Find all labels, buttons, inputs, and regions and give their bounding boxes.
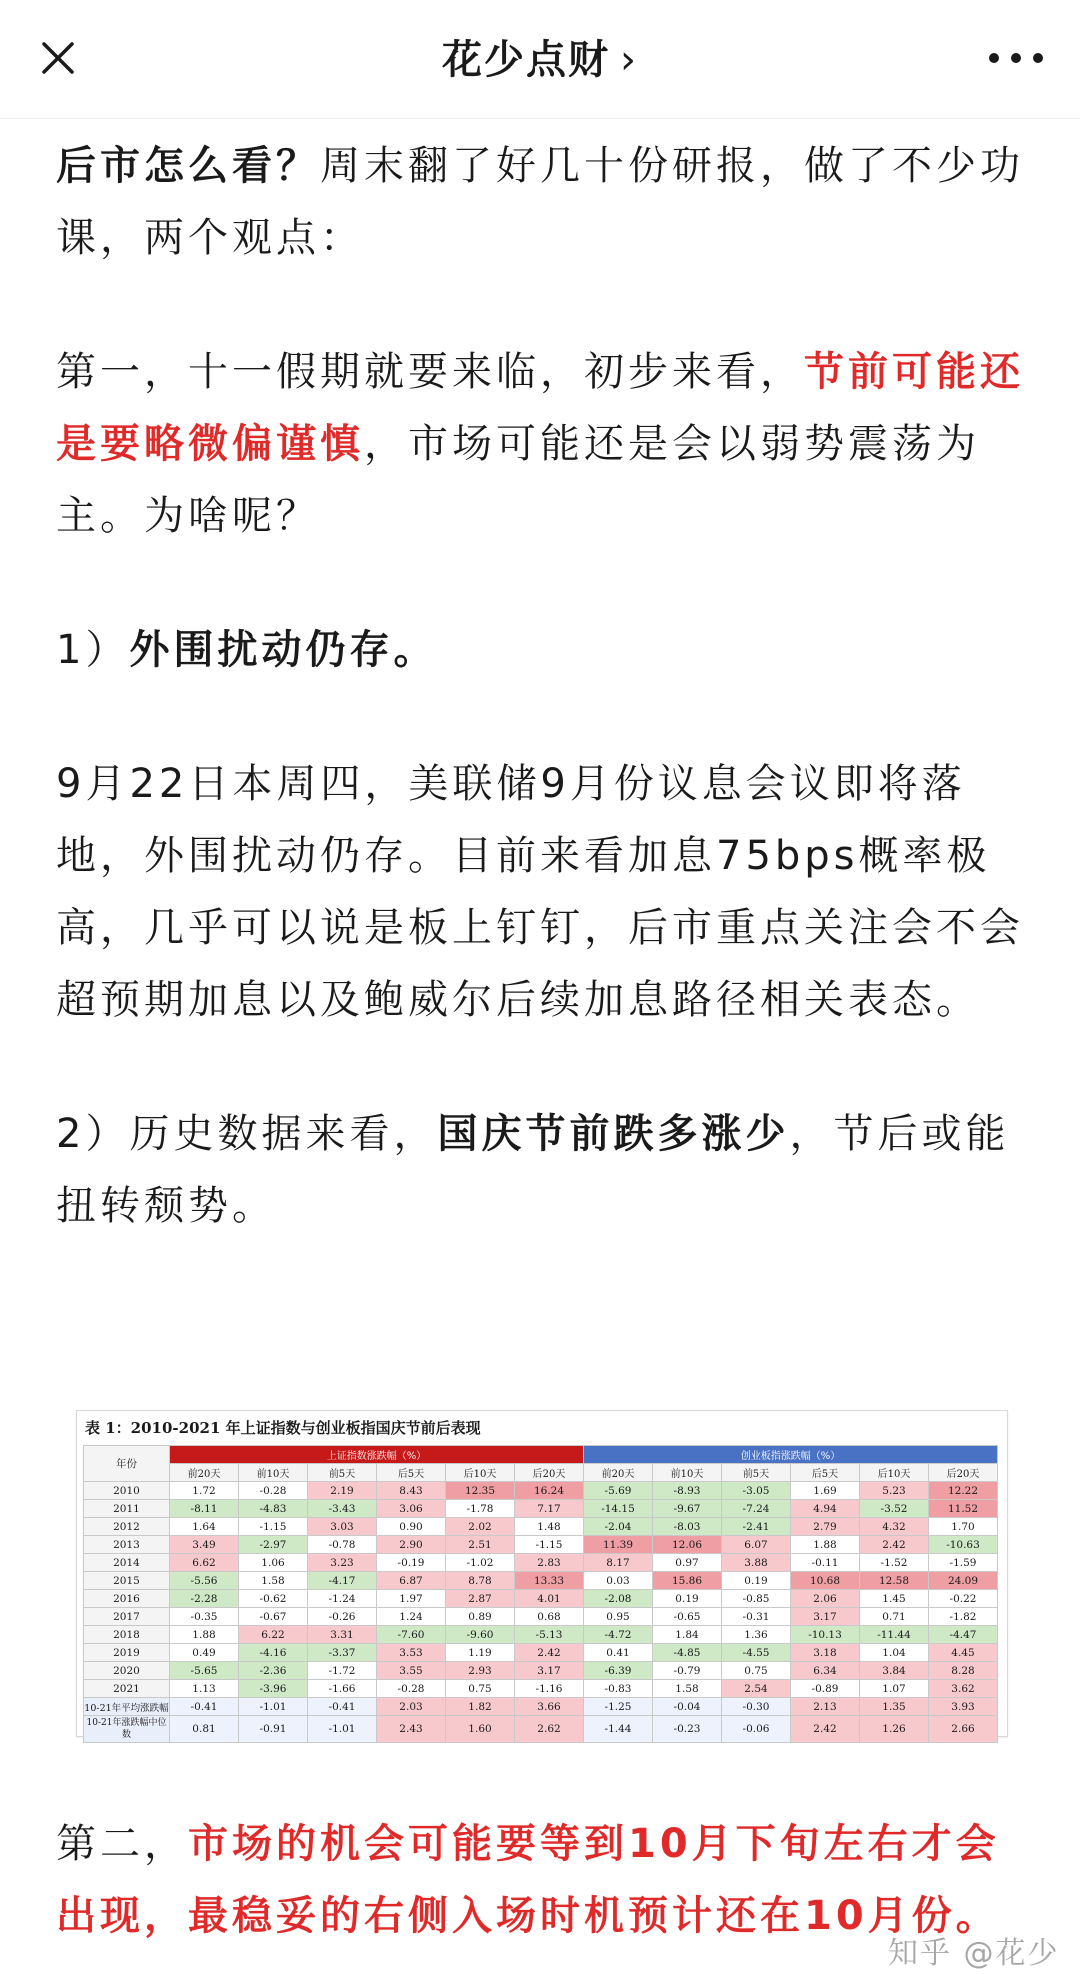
more-dots-icon xyxy=(986,51,1046,65)
value-cell: -1.66 xyxy=(308,1680,377,1698)
value-cell: 0.75 xyxy=(722,1662,791,1680)
year-cell: 2011 xyxy=(84,1500,170,1518)
value-cell: 2.51 xyxy=(446,1536,515,1554)
value-cell: 3.49 xyxy=(170,1536,239,1554)
p2-highlight: 节前可能还是要略微偏谨慎 xyxy=(56,349,1024,467)
year-cell: 2021 xyxy=(84,1680,170,1698)
summary-cell: 2.43 xyxy=(377,1716,446,1743)
summary-cell: 2.62 xyxy=(515,1716,584,1743)
value-cell: 3.88 xyxy=(722,1554,791,1572)
value-cell: -1.59 xyxy=(929,1554,998,1572)
value-cell: -0.22 xyxy=(929,1590,998,1608)
value-cell: -0.26 xyxy=(308,1608,377,1626)
p5-text-a: 2）历史数据来看， xyxy=(56,1111,438,1157)
value-cell: 0.49 xyxy=(170,1644,239,1662)
p3-num: 1） xyxy=(56,627,130,673)
column-header: 前5天 xyxy=(308,1464,377,1482)
value-cell: 1.07 xyxy=(860,1680,929,1698)
watermark: 知乎 @花少 xyxy=(888,1936,1060,1971)
value-cell: 0.75 xyxy=(446,1680,515,1698)
value-cell: -4.47 xyxy=(929,1626,998,1644)
value-cell: 0.68 xyxy=(515,1608,584,1626)
table-row xyxy=(84,1644,998,1662)
value-cell: -1.72 xyxy=(308,1662,377,1680)
summary-label: 10-21年平均涨跌幅 xyxy=(84,1698,170,1716)
table-row xyxy=(84,1572,998,1590)
value-cell: -9.60 xyxy=(446,1626,515,1644)
data-table-image[interactable] xyxy=(76,1410,1008,1740)
value-cell: 2.87 xyxy=(446,1590,515,1608)
value-cell: 0.89 xyxy=(446,1608,515,1626)
value-cell: -1.78 xyxy=(446,1500,515,1518)
table-row xyxy=(84,1518,998,1536)
value-cell: 2.54 xyxy=(722,1680,791,1698)
summary-cell: -1.01 xyxy=(239,1698,308,1716)
value-cell: -0.89 xyxy=(791,1680,860,1698)
value-cell: 1.97 xyxy=(377,1590,446,1608)
value-cell: 0.97 xyxy=(653,1554,722,1572)
value-cell: 4.94 xyxy=(791,1500,860,1518)
value-cell: 24.09 xyxy=(929,1572,998,1590)
value-cell: 11.52 xyxy=(929,1500,998,1518)
chevron-right-icon: › xyxy=(620,37,638,83)
value-cell: -4.85 xyxy=(653,1644,722,1662)
year-cell: 2015 xyxy=(84,1572,170,1590)
table-row xyxy=(84,1536,998,1554)
value-cell: 1.70 xyxy=(929,1518,998,1536)
value-cell: -2.08 xyxy=(584,1590,653,1608)
value-cell: 11.39 xyxy=(584,1536,653,1554)
value-cell: 4.32 xyxy=(860,1518,929,1536)
table-row xyxy=(84,1554,998,1572)
table-row xyxy=(84,1626,998,1644)
value-cell: 2.42 xyxy=(515,1644,584,1662)
summary-row xyxy=(84,1698,998,1716)
value-cell: 8.43 xyxy=(377,1482,446,1500)
column-header: 后20天 xyxy=(515,1464,584,1482)
value-cell: -1.15 xyxy=(239,1518,308,1536)
chinext-group-header: 创业板指涨跌幅（%） xyxy=(584,1446,998,1464)
value-cell: -10.13 xyxy=(791,1626,860,1644)
value-cell: 2.83 xyxy=(515,1554,584,1572)
value-cell: 2.90 xyxy=(377,1536,446,1554)
value-cell: 1.04 xyxy=(860,1644,929,1662)
value-cell: 15.86 xyxy=(653,1572,722,1590)
value-cell: 6.22 xyxy=(239,1626,308,1644)
value-cell: 2.06 xyxy=(791,1590,860,1608)
year-cell: 2014 xyxy=(84,1554,170,1572)
summary-cell: -0.30 xyxy=(722,1698,791,1716)
paragraph-3 xyxy=(56,614,1026,686)
value-cell: -10.63 xyxy=(929,1536,998,1554)
value-cell: 3.62 xyxy=(929,1680,998,1698)
summary-cell: 1.60 xyxy=(446,1716,515,1743)
summary-cell: 3.93 xyxy=(929,1698,998,1716)
table-row xyxy=(84,1680,998,1698)
value-cell: 1.19 xyxy=(446,1644,515,1662)
summary-cell: 2.66 xyxy=(929,1716,998,1743)
value-cell: 4.45 xyxy=(929,1644,998,1662)
value-cell: -11.44 xyxy=(860,1626,929,1644)
value-cell: -0.35 xyxy=(170,1608,239,1626)
value-cell: -8.11 xyxy=(170,1500,239,1518)
value-cell: 6.62 xyxy=(170,1554,239,1572)
value-cell: 3.06 xyxy=(377,1500,446,1518)
paragraph-4: 9月22日本周四，美联储9月份议息会议即将落地，外围扰动仍存。目前来看加息75bps概率极高，几乎可以说是板上钉钉，后市重点关注会不会超预期加息以及鲍威尔后续加息路径相关表态。 xyxy=(56,761,1024,1023)
summary-cell: -0.41 xyxy=(308,1698,377,1716)
table-row xyxy=(84,1662,998,1680)
p1-text: 周末翻了好几十份研报，做了不少功课，两个观点： xyxy=(56,143,1024,261)
value-cell: 8.28 xyxy=(929,1662,998,1680)
summary-cell: 1.82 xyxy=(446,1698,515,1716)
p6-text-a: 第二， xyxy=(56,1821,188,1867)
summary-cell: 2.13 xyxy=(791,1698,860,1716)
summary-row xyxy=(84,1716,998,1743)
value-cell: -3.37 xyxy=(308,1644,377,1662)
value-cell: 3.23 xyxy=(308,1554,377,1572)
value-cell: -1.52 xyxy=(860,1554,929,1572)
value-cell: -5.65 xyxy=(170,1662,239,1680)
value-cell: 1.36 xyxy=(722,1626,791,1644)
year-header: 年份 xyxy=(84,1446,170,1482)
summary-cell: -1.01 xyxy=(308,1716,377,1743)
value-cell: 1.88 xyxy=(791,1536,860,1554)
value-cell: -0.65 xyxy=(653,1608,722,1626)
value-cell: 2.19 xyxy=(308,1482,377,1500)
value-cell: 8.17 xyxy=(584,1554,653,1572)
value-cell: -3.96 xyxy=(239,1680,308,1698)
value-cell: -0.67 xyxy=(239,1608,308,1626)
value-cell: 1.72 xyxy=(170,1482,239,1500)
value-cell: 3.55 xyxy=(377,1662,446,1680)
summary-cell: 3.66 xyxy=(515,1698,584,1716)
column-header: 前20天 xyxy=(170,1464,239,1482)
p2-text-a: 第一，十一假期就要来临，初步来看， xyxy=(56,349,804,395)
value-cell: 8.78 xyxy=(446,1572,515,1590)
summary-cell: 2.03 xyxy=(377,1698,446,1716)
value-cell: 4.01 xyxy=(515,1590,584,1608)
summary-cell: 1.35 xyxy=(860,1698,929,1716)
value-cell: 0.95 xyxy=(584,1608,653,1626)
value-cell: 2.02 xyxy=(446,1518,515,1536)
value-cell: -3.52 xyxy=(860,1500,929,1518)
value-cell: -0.19 xyxy=(377,1554,446,1572)
value-cell: -4.72 xyxy=(584,1626,653,1644)
value-cell: 1.24 xyxy=(377,1608,446,1626)
value-cell: 0.90 xyxy=(377,1518,446,1536)
summary-cell: 0.81 xyxy=(170,1716,239,1743)
value-cell: 0.19 xyxy=(722,1572,791,1590)
value-cell: 7.17 xyxy=(515,1500,584,1518)
value-cell: 13.33 xyxy=(515,1572,584,1590)
summary-cell: -0.41 xyxy=(170,1698,239,1716)
value-cell: 1.58 xyxy=(653,1680,722,1698)
value-cell: -0.28 xyxy=(239,1482,308,1500)
value-cell: -7.24 xyxy=(722,1500,791,1518)
value-cell: -0.83 xyxy=(584,1680,653,1698)
value-cell: -2.97 xyxy=(239,1536,308,1554)
column-header: 前5天 xyxy=(722,1464,791,1482)
year-cell: 2012 xyxy=(84,1518,170,1536)
value-cell: -2.28 xyxy=(170,1590,239,1608)
value-cell: -1.02 xyxy=(446,1554,515,1572)
year-cell: 2019 xyxy=(84,1644,170,1662)
column-header: 后20天 xyxy=(929,1464,998,1482)
value-cell: 12.35 xyxy=(446,1482,515,1500)
value-cell: 12.06 xyxy=(653,1536,722,1554)
value-cell: -6.39 xyxy=(584,1662,653,1680)
value-cell: -0.85 xyxy=(722,1590,791,1608)
value-cell: 16.24 xyxy=(515,1482,584,1500)
p6-highlight: 市场的机会可能要等到10月下旬左右才会出现，最稳妥的右侧入场时机预计还在10月份。 xyxy=(56,1821,1000,1939)
table-title: 表 1：2010-2021 年上证指数与创业板指国庆节前后表现 xyxy=(85,1419,481,1437)
account-name: 花少点财 xyxy=(442,37,610,83)
value-cell: 0.71 xyxy=(860,1608,929,1626)
value-cell: 1.84 xyxy=(653,1626,722,1644)
value-cell: -3.43 xyxy=(308,1500,377,1518)
paragraph-6 xyxy=(56,1808,1026,1952)
value-cell: 6.87 xyxy=(377,1572,446,1590)
value-cell: 6.07 xyxy=(722,1536,791,1554)
value-cell: -2.04 xyxy=(584,1518,653,1536)
value-cell: 2.42 xyxy=(860,1536,929,1554)
value-cell: -7.60 xyxy=(377,1626,446,1644)
value-cell: 1.64 xyxy=(170,1518,239,1536)
value-cell: -4.55 xyxy=(722,1644,791,1662)
column-header: 前10天 xyxy=(653,1464,722,1482)
value-cell: 0.03 xyxy=(584,1572,653,1590)
value-cell: 1.13 xyxy=(170,1680,239,1698)
summary-cell: -1.44 xyxy=(584,1716,653,1743)
more-button[interactable] xyxy=(980,30,1052,86)
summary-cell: 1.26 xyxy=(860,1716,929,1743)
value-cell: 2.79 xyxy=(791,1518,860,1536)
value-cell: 3.17 xyxy=(515,1662,584,1680)
summary-cell: -1.25 xyxy=(584,1698,653,1716)
summary-label: 10-21年涨跌幅中位数 xyxy=(84,1716,170,1743)
year-cell: 2020 xyxy=(84,1662,170,1680)
value-cell: -9.67 xyxy=(653,1500,722,1518)
p5-text-b: ，节后或能扭转颓势。 xyxy=(56,1111,1010,1229)
value-cell: -14.15 xyxy=(584,1500,653,1518)
value-cell: -0.78 xyxy=(308,1536,377,1554)
value-cell: -1.24 xyxy=(308,1590,377,1608)
value-cell: -4.16 xyxy=(239,1644,308,1662)
account-title[interactable] xyxy=(0,28,1080,85)
value-cell: 12.58 xyxy=(860,1572,929,1590)
summary-cell: -0.04 xyxy=(653,1698,722,1716)
column-header: 前10天 xyxy=(239,1464,308,1482)
value-cell: 12.22 xyxy=(929,1482,998,1500)
value-cell: 1.06 xyxy=(239,1554,308,1572)
value-cell: 1.88 xyxy=(170,1626,239,1644)
p1-lead: 后市怎么看？ xyxy=(56,143,320,189)
value-cell: -8.03 xyxy=(653,1518,722,1536)
value-cell: 1.69 xyxy=(791,1482,860,1500)
summary-cell: -0.23 xyxy=(653,1716,722,1743)
value-cell: 3.17 xyxy=(791,1608,860,1626)
value-cell: -4.83 xyxy=(239,1500,308,1518)
year-cell: 2016 xyxy=(84,1590,170,1608)
p5-highlight: 国庆节前跌多涨少 xyxy=(437,1111,790,1157)
value-cell: -1.15 xyxy=(515,1536,584,1554)
value-cell: -4.17 xyxy=(308,1572,377,1590)
paragraph-2 xyxy=(56,336,1026,552)
article-body xyxy=(56,130,1026,1242)
value-cell: 5.23 xyxy=(860,1482,929,1500)
value-cell: 1.48 xyxy=(515,1518,584,1536)
paragraph-5 xyxy=(56,1098,1026,1242)
shanghai-group-header: 上证指数涨跌幅（%） xyxy=(170,1446,584,1464)
column-header: 后10天 xyxy=(446,1464,515,1482)
value-cell: 1.58 xyxy=(239,1572,308,1590)
column-header: 后5天 xyxy=(791,1464,860,1482)
value-cell: -8.93 xyxy=(653,1482,722,1500)
value-cell: -2.41 xyxy=(722,1518,791,1536)
year-cell: 2017 xyxy=(84,1608,170,1626)
data-table xyxy=(83,1445,998,1743)
table-row xyxy=(84,1482,998,1500)
value-cell: -5.56 xyxy=(170,1572,239,1590)
value-cell: 3.18 xyxy=(791,1644,860,1662)
table-row xyxy=(84,1590,998,1608)
value-cell: -0.79 xyxy=(653,1662,722,1680)
top-bar xyxy=(0,0,1080,119)
value-cell: 0.19 xyxy=(653,1590,722,1608)
value-cell: -2.36 xyxy=(239,1662,308,1680)
p2-text-b: ，市场可能还是会以弱势震荡为主。为啥呢？ xyxy=(56,421,980,539)
column-header: 后5天 xyxy=(377,1464,446,1482)
value-cell: 2.93 xyxy=(446,1662,515,1680)
p3-heading: 外围扰动仍存。 xyxy=(129,627,438,673)
table-row xyxy=(84,1608,998,1626)
value-cell: -5.69 xyxy=(584,1482,653,1500)
year-cell: 2013 xyxy=(84,1536,170,1554)
summary-cell: -0.91 xyxy=(239,1716,308,1743)
value-cell: -5.13 xyxy=(515,1626,584,1644)
summary-cell: -0.06 xyxy=(722,1716,791,1743)
value-cell: -0.28 xyxy=(377,1680,446,1698)
value-cell: -0.31 xyxy=(722,1608,791,1626)
year-cell: 2018 xyxy=(84,1626,170,1644)
value-cell: 3.31 xyxy=(308,1626,377,1644)
column-header: 后10天 xyxy=(860,1464,929,1482)
value-cell: 1.45 xyxy=(860,1590,929,1608)
value-cell: 6.34 xyxy=(791,1662,860,1680)
year-cell: 2010 xyxy=(84,1482,170,1500)
table-row xyxy=(84,1500,998,1518)
value-cell: -1.16 xyxy=(515,1680,584,1698)
value-cell: -0.11 xyxy=(791,1554,860,1572)
value-cell: -3.05 xyxy=(722,1482,791,1500)
value-cell: 3.84 xyxy=(860,1662,929,1680)
value-cell: 10.68 xyxy=(791,1572,860,1590)
value-cell: -1.82 xyxy=(929,1608,998,1626)
value-cell: 3.03 xyxy=(308,1518,377,1536)
value-cell: 0.41 xyxy=(584,1644,653,1662)
value-cell: -0.62 xyxy=(239,1590,308,1608)
paragraph-1 xyxy=(56,130,1026,274)
value-cell: 3.53 xyxy=(377,1644,446,1662)
column-header: 前20天 xyxy=(584,1464,653,1482)
summary-cell: 2.42 xyxy=(791,1716,860,1743)
